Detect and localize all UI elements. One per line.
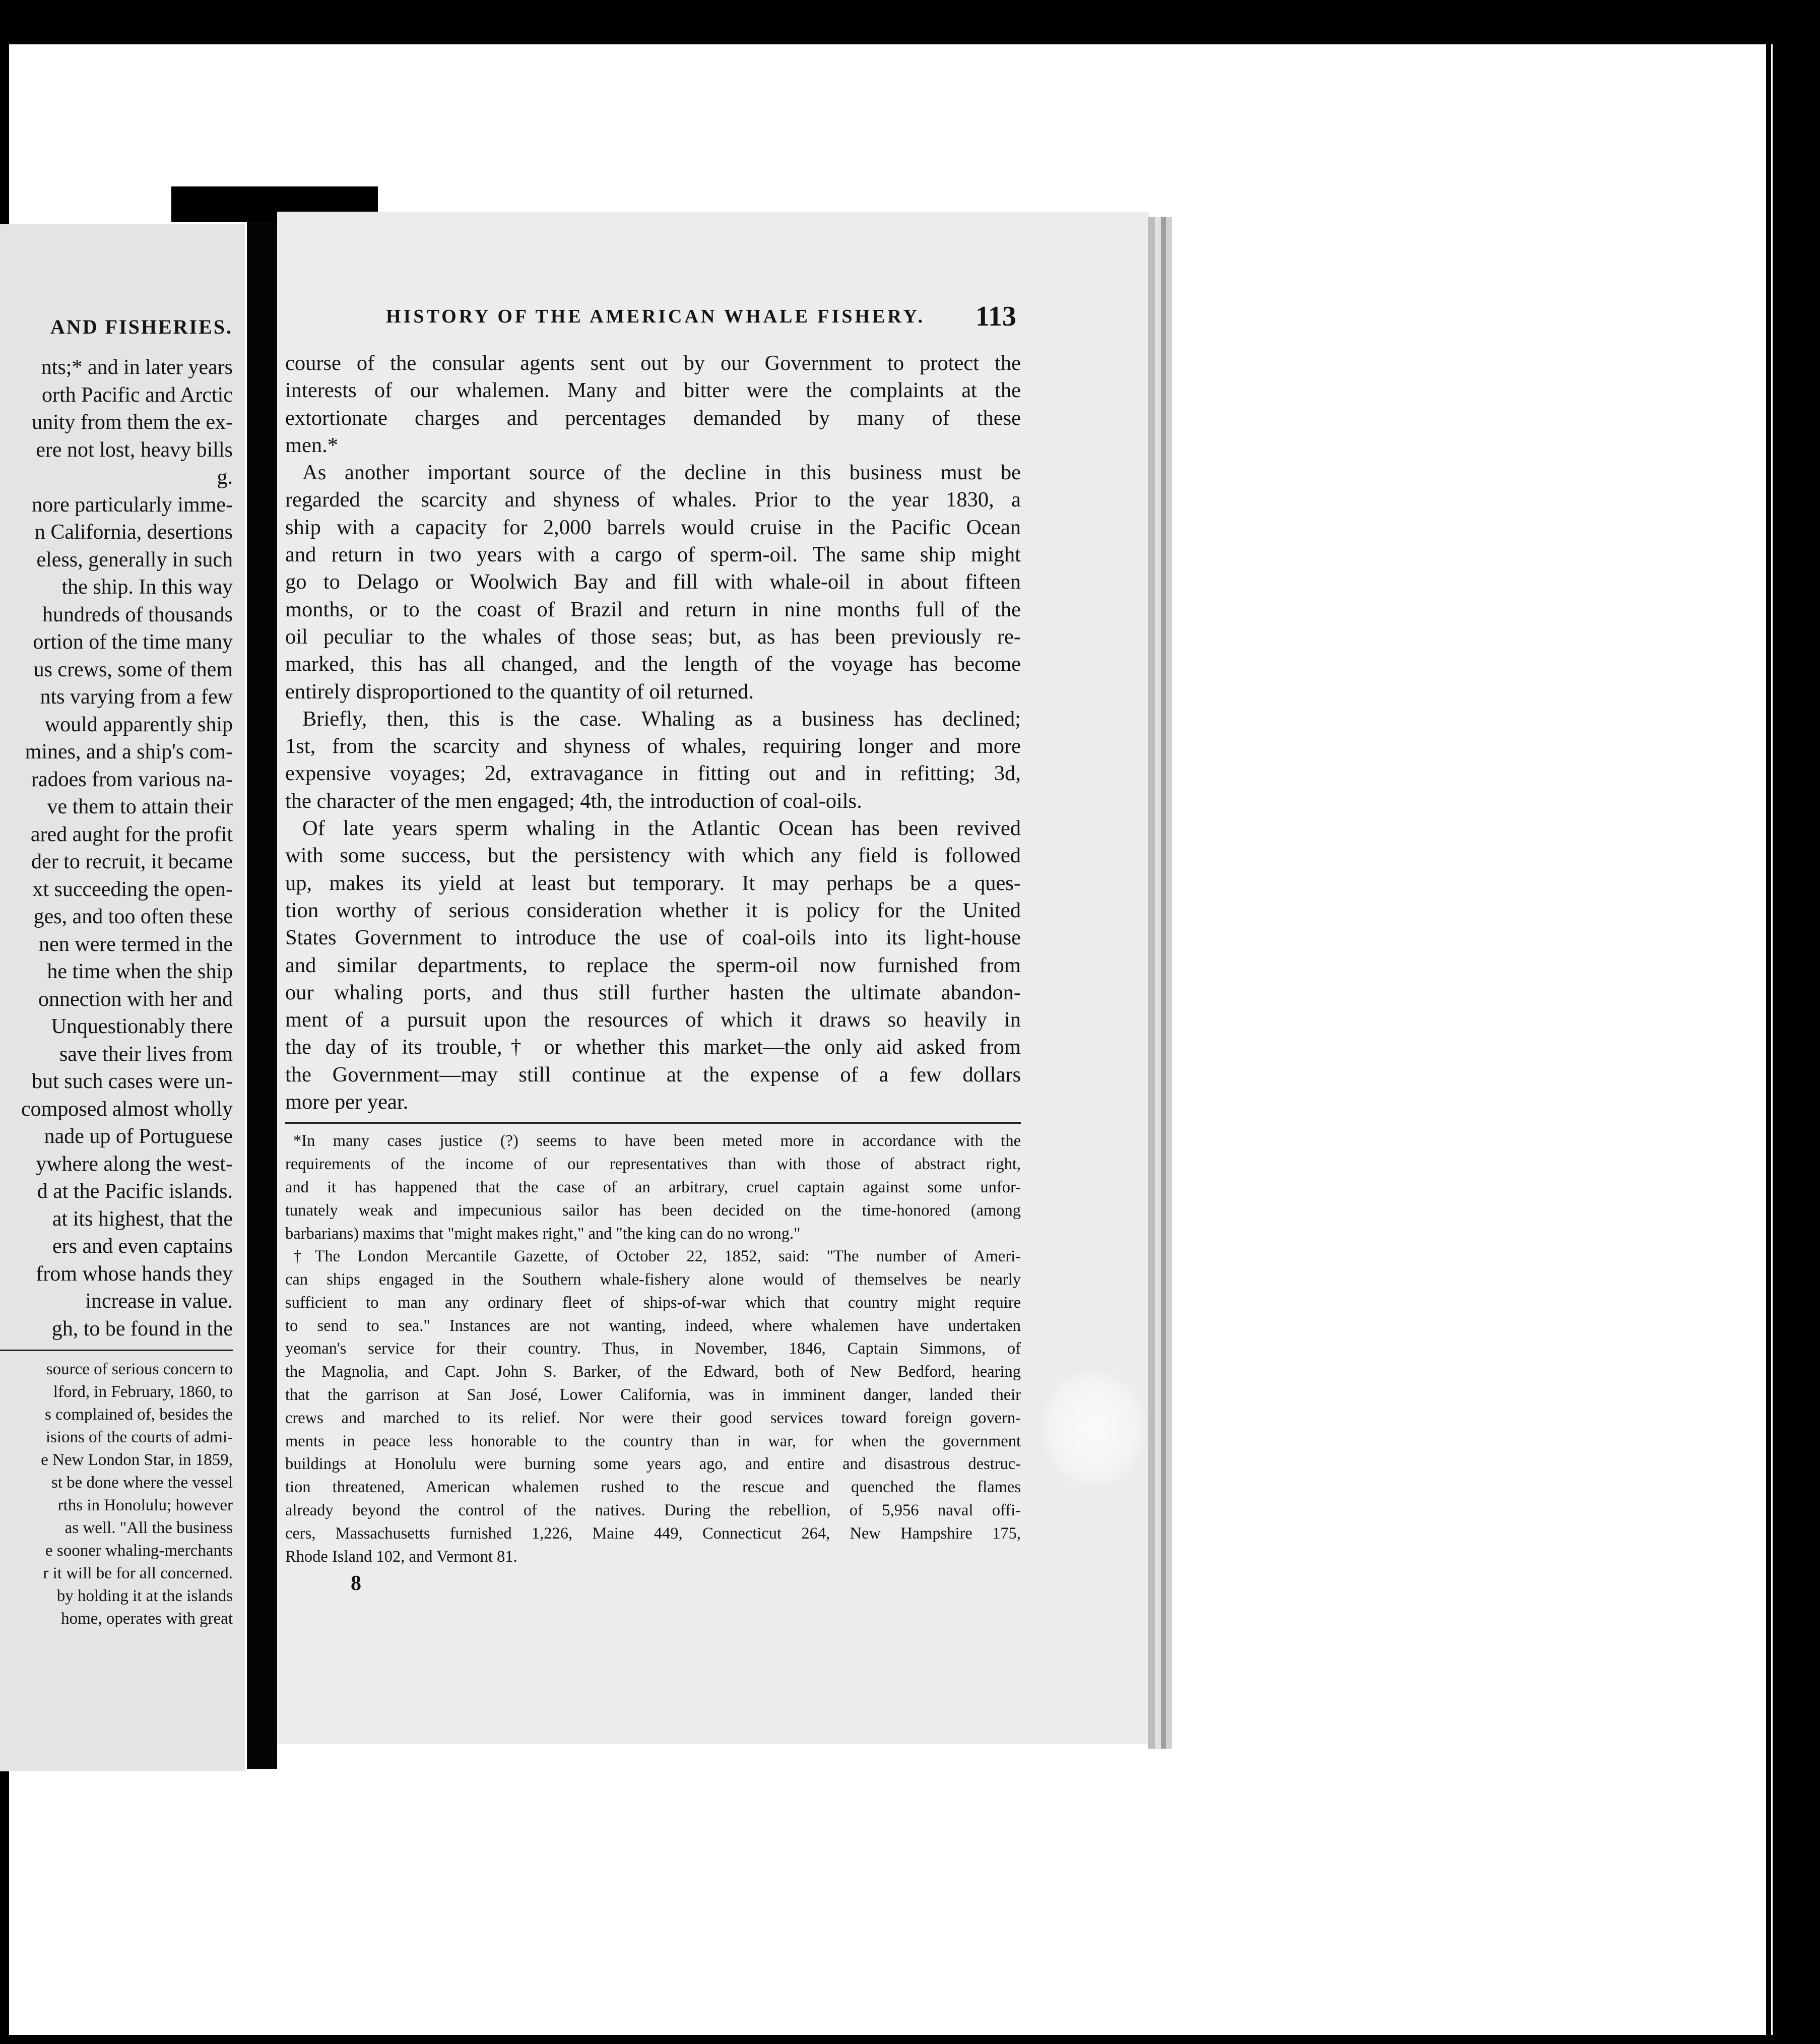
left-footnote-line: rths in Honolulu; however — [57, 1496, 233, 1514]
left-body-line: der to recruit, it became — [31, 850, 233, 873]
left-body-line: ere not lost, heavy bills — [36, 438, 233, 462]
left-body-line: nts;* and in later years — [41, 356, 233, 379]
footnote-line: crews and marched to its relief. Nor were their good services toward foreign govern- — [285, 1409, 1021, 1427]
left-footnote-line: s complained of, besides the — [45, 1406, 233, 1424]
paper-stain — [1041, 1371, 1146, 1487]
footnote-line: †The London Mercantile Gazette, of October 22, 1852, said: "The number of Ameri- — [293, 1247, 1021, 1266]
left-footnote-line: by holding it at the islands — [56, 1587, 233, 1605]
left-body-line: gh, to be found in the — [51, 1317, 233, 1340]
left-body-line: but such cases were un- — [32, 1070, 233, 1093]
left-body-line: orth Pacific and Arctic — [41, 383, 233, 407]
body-line: ment of a pursuit upon the resources of which it draws so heavily in — [285, 1008, 1021, 1032]
footnote-line: yeoman's service for their country. Thus, in November, 1846, Captain Simmons, of — [285, 1339, 1021, 1358]
left-footnote-line: st be done where the vessel — [51, 1474, 233, 1492]
footnote-line: tion threatened, American whalemen rushed to the rescue and quenched the flames — [285, 1478, 1021, 1497]
body-line: 1st, from the scarcity and shyness of whales, requiring longer and more — [285, 734, 1021, 758]
footnote-line: already beyond the control of the natives. During the rebellion, of 5,956 naval offi- — [285, 1501, 1021, 1520]
main-text — [285, 350, 1021, 1116]
footnote-line: buildings at Honolulu were burning some years ago, and entire and disastrous destruc- — [285, 1455, 1021, 1474]
footnote-line: requirements of the income of our representatives than with those of abstract right, — [285, 1155, 1021, 1174]
page-edge-dark — [1161, 217, 1166, 1749]
left-page — [0, 224, 245, 1771]
footnote-line: and it has happened that the case of an arbitrary, cruel captain against some unfor- — [285, 1178, 1021, 1196]
page-edge-shadow — [1148, 217, 1155, 1749]
left-body-line: onnection with her and — [38, 987, 233, 1011]
left-body-line: radoes from various na- — [31, 768, 233, 791]
footnote-line: Rhode Island 102, and Vermont 81. — [285, 1547, 517, 1566]
left-footnote-rule — [0, 1350, 233, 1351]
left-body-line: g. — [217, 466, 233, 489]
footnote-line: can ships engaged in the Southern whale-fishery alone would of themselves be nearly — [285, 1270, 1021, 1289]
left-body-line: nts varying from a few — [40, 685, 233, 709]
left-body-line: xt succeeding the open- — [32, 877, 233, 901]
left-body-line: mines, and a ship's com- — [25, 740, 233, 763]
body-line: Of late years sperm whaling in the Atlantic Ocean has been revived — [302, 816, 1021, 841]
footnote-line: tunately weak and impecunious sailor has been decided on the time-honored (among — [285, 1201, 1021, 1220]
left-body-line: would apparently ship — [44, 713, 233, 736]
left-body-line: nore particularly imme- — [32, 493, 233, 517]
body-line: entirely disproportioned to the quantity of oil returned. — [285, 679, 754, 704]
left-body-line: ywhere along the west- — [36, 1152, 233, 1176]
body-line: oil peculiar to the whales of those seas; but, as has been previously re- — [285, 624, 1021, 649]
page-gutter — [247, 222, 277, 1769]
page-number: 113 — [976, 301, 1016, 332]
left-footnote-line: as well. "All the business — [64, 1519, 233, 1537]
left-body-line: ortion of the time many — [33, 630, 233, 654]
left-footnotes — [0, 1358, 233, 1630]
left-body-line: increase in value. — [85, 1290, 233, 1313]
body-line: course of the consular agents sent out by our Government to protect the — [285, 351, 1021, 375]
body-line: regarded the scarcity and shyness of whales. Prior to the year 1830, a — [285, 488, 1021, 512]
left-footnote-line: e sooner whaling-merchants — [45, 1542, 233, 1560]
footnote-line: *In many cases justice (?) seems to have been meted more in accordance with the — [293, 1132, 1021, 1151]
body-line: with some success, but the persistency with which any field is followed — [285, 844, 1021, 868]
body-line: Briefly, then, this is the case. Whaling as a business has declined; — [302, 707, 1021, 731]
left-body-line: ared aught for the profit — [30, 822, 233, 846]
footnote-line: ments in peace less honorable to the country than in war, for when the government — [285, 1432, 1021, 1450]
right-page-content — [285, 302, 1021, 1595]
left-page-content — [0, 315, 233, 1630]
footnote-line: that the garrison at San José, Lower California, was in imminent danger, landed their — [285, 1386, 1021, 1404]
left-footnote-line: e New London Star, in 1859, — [41, 1451, 233, 1469]
left-body — [0, 354, 233, 1343]
footnote-line: barbarians) maxims that "might makes right," and "the king can do no wrong." — [285, 1224, 801, 1243]
body-line: our whaling ports, and thus still further hasten the ultimate abandon- — [285, 980, 1021, 1004]
body-line: interests of our whalemen. Many and bitter were the complaints at the — [285, 378, 1021, 403]
left-body-line: nen were termed in the — [39, 932, 233, 956]
body-line: the character of the men engaged; 4th, the introduction of coal-oils. — [285, 789, 862, 813]
left-running-head: AND FISHERIES. — [50, 315, 233, 338]
footnote-line: the Magnolia, and Capt. John S. Barker, of the Edward, both of New Bedford, hearing — [285, 1363, 1021, 1381]
body-line: and similar departments, to replace the sperm-oil now furnished from — [285, 953, 1021, 977]
left-body-line: eless, generally in such — [36, 548, 233, 571]
right-page-header — [285, 302, 1021, 333]
left-body-line: hundreds of thousands — [42, 603, 233, 626]
body-line: tion worthy of serious consideration whether it is policy for the United — [285, 898, 1021, 922]
body-line: and return in two years with a cargo of sperm-oil. The same ship might — [285, 543, 1021, 567]
body-line: go to Delago or Woolwich Bay and fill with whale-oil in about fifteen — [285, 570, 1021, 594]
left-footnote-line: lford, in February, 1860, to — [53, 1383, 233, 1401]
body-line: up, makes its yield at least but temporary. It may perhaps be a ques- — [285, 871, 1021, 895]
left-body-line: he time when the ship — [47, 960, 233, 983]
footnotes — [285, 1130, 1021, 1568]
left-body-line: ers and even captains — [52, 1235, 233, 1258]
body-line: the Government—may still continue at the expense of a few dollars — [285, 1062, 1021, 1087]
body-line: months, or to the coast of Brazil and return in nine months full of the — [285, 597, 1021, 621]
footnote-line: cers, Massachusetts furnished 1,226, Maine 449, Connecticut 264, New Hampshire 175, — [285, 1524, 1021, 1543]
left-body-line: ges, and too often these — [33, 905, 233, 928]
body-line: the day of its trouble,† or whether this market—the only aid asked from — [285, 1035, 1021, 1059]
footnote-rule — [285, 1122, 1021, 1124]
footnote-line: to send to sea." Instances are not wanting, indeed, where whalemen have undertaken — [285, 1316, 1021, 1335]
left-body-line: at its highest, that the — [52, 1207, 233, 1231]
left-body-line: unity from them the ex- — [32, 411, 233, 434]
frame-edge-line — [1766, 44, 1771, 2035]
left-body-line: us crews, some of them — [33, 658, 233, 681]
body-line: ship with a capacity for 2,000 barrels would cruise in the Pacific Ocean — [285, 515, 1021, 539]
left-footnote-line: source of serious concern to — [46, 1360, 233, 1378]
right-page — [277, 212, 1149, 1744]
body-line: men.* — [285, 433, 339, 457]
left-footnote-line: r it will be for all concerned. — [43, 1564, 233, 1582]
left-body-line: from whose hands they — [36, 1262, 233, 1286]
left-footnote-line: isions of the courts of admi- — [45, 1428, 233, 1446]
left-body-line: d at the Pacific islands. — [37, 1180, 233, 1203]
left-body-line: composed almost wholly — [21, 1097, 233, 1121]
left-body-line: the ship. In this way — [61, 576, 233, 599]
left-body-line: nade up of Portuguese — [44, 1125, 233, 1148]
left-body-line: save their lives from — [59, 1042, 233, 1066]
page-edge-outer — [1166, 217, 1172, 1749]
footnote-line: sufficient to man any ordinary fleet of ships-of-war which that country might require — [285, 1293, 1021, 1312]
signature-mark: 8 — [351, 1572, 361, 1595]
page-edge-light — [1155, 217, 1161, 1749]
left-footnote-line: home, operates with great — [61, 1610, 233, 1628]
body-line: extortionate charges and percentages demanded by many of these — [285, 406, 1021, 430]
left-body-line: Unquestionably there — [51, 1015, 233, 1038]
body-line: expensive voyages; 2d, extravagance in fitting out and in refitting; 3d, — [285, 761, 1021, 786]
body-line: States Government to introduce the use of coal-oils into its light-house — [285, 926, 1021, 950]
left-body-line: n California, desertions — [34, 521, 233, 544]
body-line: marked, this has all changed, and the length of the voyage has become — [285, 652, 1021, 676]
running-head: HISTORY OF THE AMERICAN WHALE FISHERY. — [386, 306, 925, 327]
body-line: more per year. — [285, 1090, 409, 1114]
left-body-line: ve them to attain their — [47, 795, 233, 818]
body-line: As another important source of the decline in this business must be — [302, 461, 1021, 485]
